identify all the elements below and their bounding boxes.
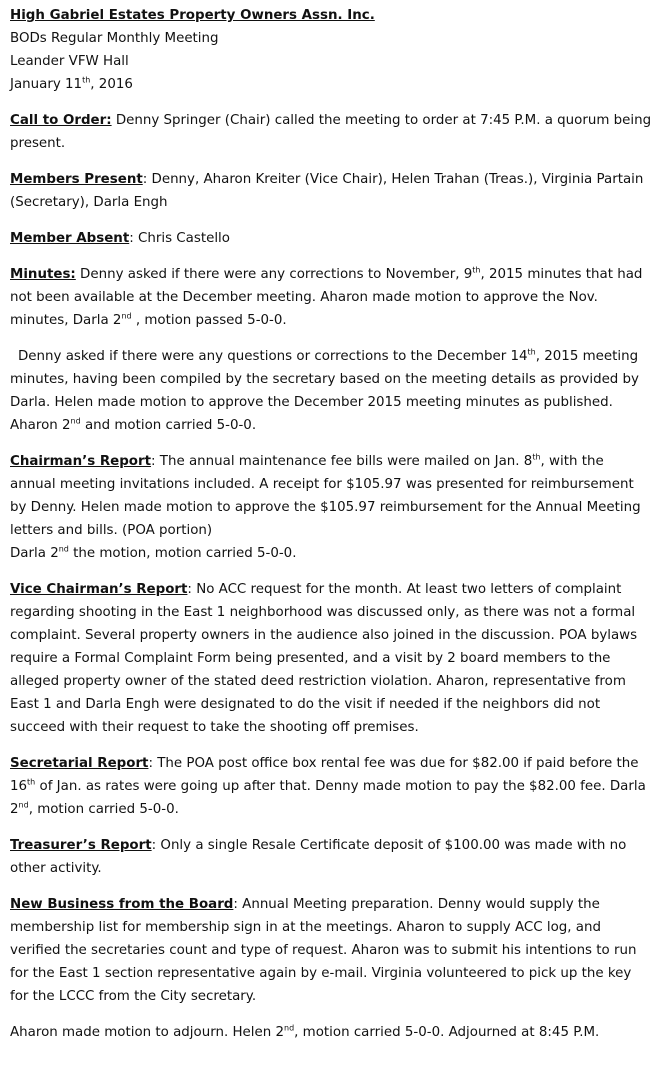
section-label: Member Absent (10, 231, 130, 246)
call-to-order-section: Call to Order: Denny Springer (Chair) called the meeting to order at 7:45 P.M. a quorum being present. (10, 113, 652, 151)
section-label: Secretarial Report (10, 756, 149, 771)
minutes-section: Minutes: Denny asked if there were any corrections to November, 9th, 2015 minutes that had not been available at the December meeting. Aharon made motion to approve the Nov. minutes, Darla 2nd , motion passed 5-0-0. (10, 265, 643, 328)
secretarial-report-section: Secretarial Report: The POA post office box rental fee was due for $82.00 if paid before the 16th of Jan. as rates were going up after that. Denny made motion to pay the $82.00 fee. Darla 2nd, motion carried 5-0-0. (10, 756, 646, 817)
december-minutes-paragraph: Denny asked if there were any questions or corrections to the December 14th, 2015 meeting minutes, having been compiled by the secretary based on the meeting details as provided by Darla. Helen made motion to approve the December 2015 meeting minutes as published. Aharon 2nd and motion carried 5-0-0. (10, 347, 639, 433)
section-label: Members Present (10, 172, 143, 187)
section-label: Minutes: (10, 267, 76, 282)
adjourn-paragraph: Aharon made motion to adjourn. Helen 2nd, motion carried 5-0-0. Adjourned at 8:45 P.M. (10, 1023, 600, 1040)
new-business-section: New Business from the Board: Annual Meeting preparation. Denny would supply the membership list for membership sign in at the meetings. Aharon to supply ACC log, and verified the secretaries count and type of request. Aharon was to submit his intentions to run for the East 1 section representative again by e-mail. Virginia volunteered to pick up the key for the LCCC from the City secretary. (10, 897, 637, 1004)
member-absent-section: Member Absent: Chris Castello (10, 231, 230, 246)
section-label: Treasurer’s Report (10, 838, 152, 853)
document-header (10, 4, 652, 96)
meeting-type: BODs Regular Monthly Meeting (10, 31, 219, 46)
section-label: Vice Chairman’s Report (10, 582, 188, 597)
meeting-location: Leander VFW Hall (10, 54, 129, 69)
members-present-section: Members Present: Denny, Aharon Kreiter (Vice Chair), Helen Trahan (Treas.), Virginia Partain (Secretary), Darla Engh (10, 172, 644, 210)
org-name: High Gabriel Estates Property Owners Assn. Inc. (10, 8, 375, 23)
section-label: Chairman’s Report (10, 454, 152, 469)
chairman-report-section: Chairman’s Report: The annual maintenance fee bills were mailed on Jan. 8th, with the annual meeting invitations included. A receipt for $105.97 was presented for reimbursement by Denny. Helen made motion to approve the $105.97 reimbursement for the Annual Meeting letters and bills. (POA portion) Darla 2nd the motion, motion carried 5-0-0. (10, 452, 641, 561)
treasurer-report-section: Treasurer’s Report: Only a single Resale Certificate deposit of $100.00 was made with no other activity. (10, 838, 627, 876)
section-label: Call to Order: (10, 113, 112, 128)
section-label: New Business from the Board (10, 897, 234, 912)
vice-chairman-report-section: Vice Chairman’s Report: No ACC request for the month. At least two letters of complaint regarding shooting in the East 1 neighborhood was discussed only, as there was not a formal complaint. Several property owners in the audience also joined in the discussion. POA bylaws require a Formal Complaint Form being presented, and a visit by 2 board members to the alleged property owner of the stated deed restriction violation. Aharon, representative from East 1 and Darla Engh were designated to do the visit if needed if the neighbors did not succeed with their request to take the shooting off premises. (10, 582, 638, 735)
meeting-date: January 11th, 2016 (10, 75, 133, 92)
